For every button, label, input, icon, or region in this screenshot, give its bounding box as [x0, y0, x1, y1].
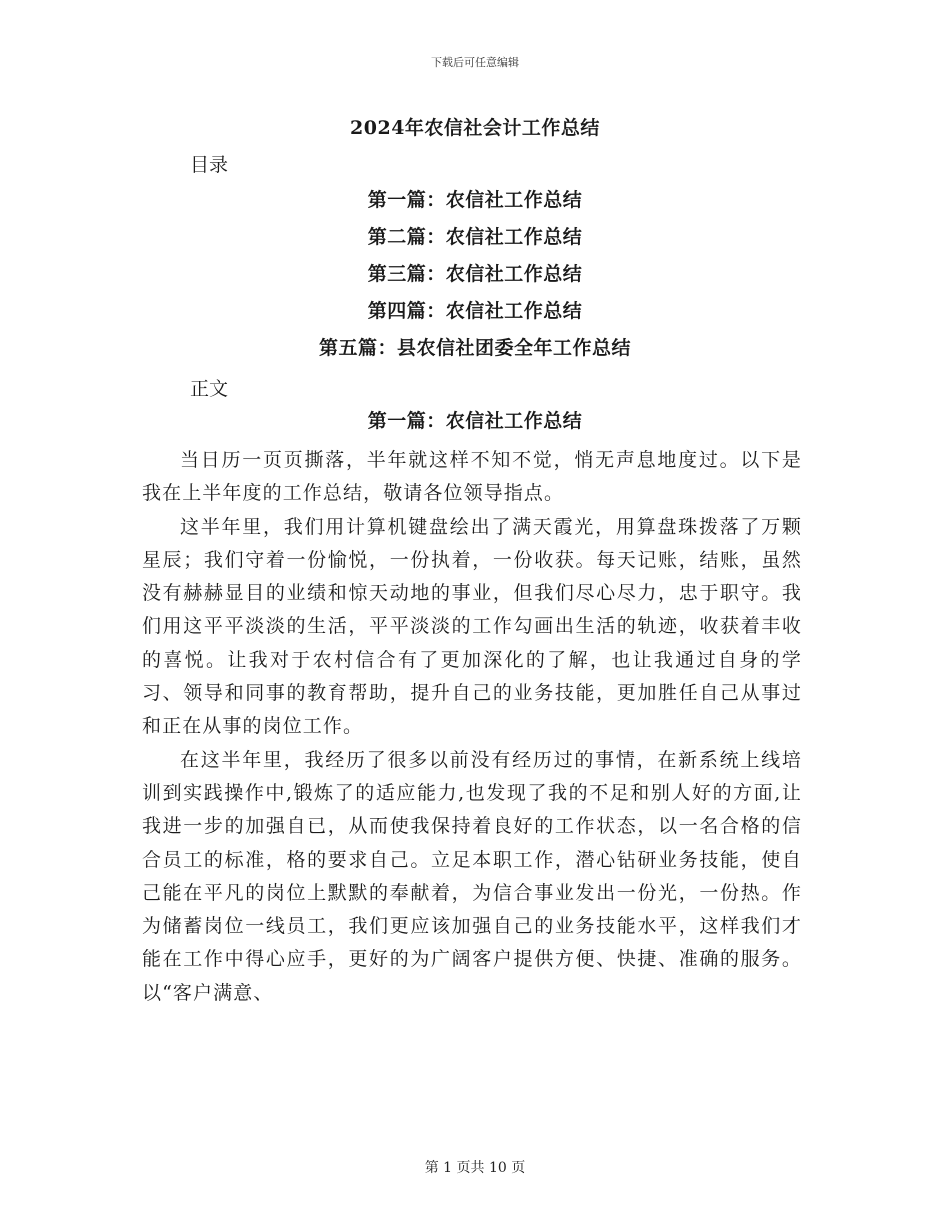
paragraph-1: 当日历一页页撕落，半年就这样不知不觉，悄无声息地度过。以下是我在上半年度的工作总结，敬请各位领导指点。 — [142, 449, 802, 505]
paragraph-3: 在这半年里，我经历了很多以前没有经历过的事情，在新系统上线培训到实践操作中,锻炼了的适应能力,也发现了我的不足和别人好的方面,让我进一步的加强自已，从而使我保持着良好的工作状态，以一名合格的信合员工的标准，格的要求自己。立足本职工作，潜心钻研业务技能，使自己能在平凡的岗位上默默的奉献着，为信合事业发出一份光，一份热。作为储蓄岗位一线员工，我们更应该加强自己的业务技能水平，这样我们才能在工作中得心应手，更好的为广阔客户提供方便、快捷、准确的服务。以“客户满意、 — [142, 748, 802, 1004]
toc-item-3: 第三篇：农信社工作总结 — [367, 263, 583, 285]
table-of-contents — [0, 185, 950, 370]
header-note: 下载后可任意编辑 — [431, 56, 519, 69]
toc-label: 目录 — [190, 154, 229, 176]
toc-item-2: 第二篇：农信社工作总结 — [367, 226, 583, 248]
paragraph-2: 这半年里，我们用计算机键盘绘出了满天霞光，用算盘珠拨落了万颗星辰；我们守着一份愉悦，一份执着，一份收获。每天记账，结账，虽然没有赫赫显目的业绩和惊天动地的事业，但我们尽心尽力，忠于职守。我们用这平平淡淡的生活，平平淡淡的工作勾画出生活的轨迹，收获着丰收的喜悦。让我对于农村信合有了更加深化的了解，也让我通过自身的学习、领导和同事的教育帮助，提升自己的业务技能，更加胜任自己从事过和正在从事的岗位工作。 — [142, 515, 802, 738]
page-footer: 第 1 页共 10 页 — [424, 1160, 526, 1176]
toc-item-1: 第一篇：农信社工作总结 — [367, 189, 583, 211]
document-title: 2024年农信社会计工作总结 — [350, 117, 600, 139]
body-heading: 第一篇：农信社工作总结 — [367, 410, 583, 432]
toc-item-4: 第四篇：农信社工作总结 — [367, 300, 583, 322]
toc-item-5: 第五篇：县农信社团委全年工作总结 — [318, 337, 631, 359]
body-text — [142, 444, 802, 1010]
body-label: 正文 — [190, 378, 229, 400]
